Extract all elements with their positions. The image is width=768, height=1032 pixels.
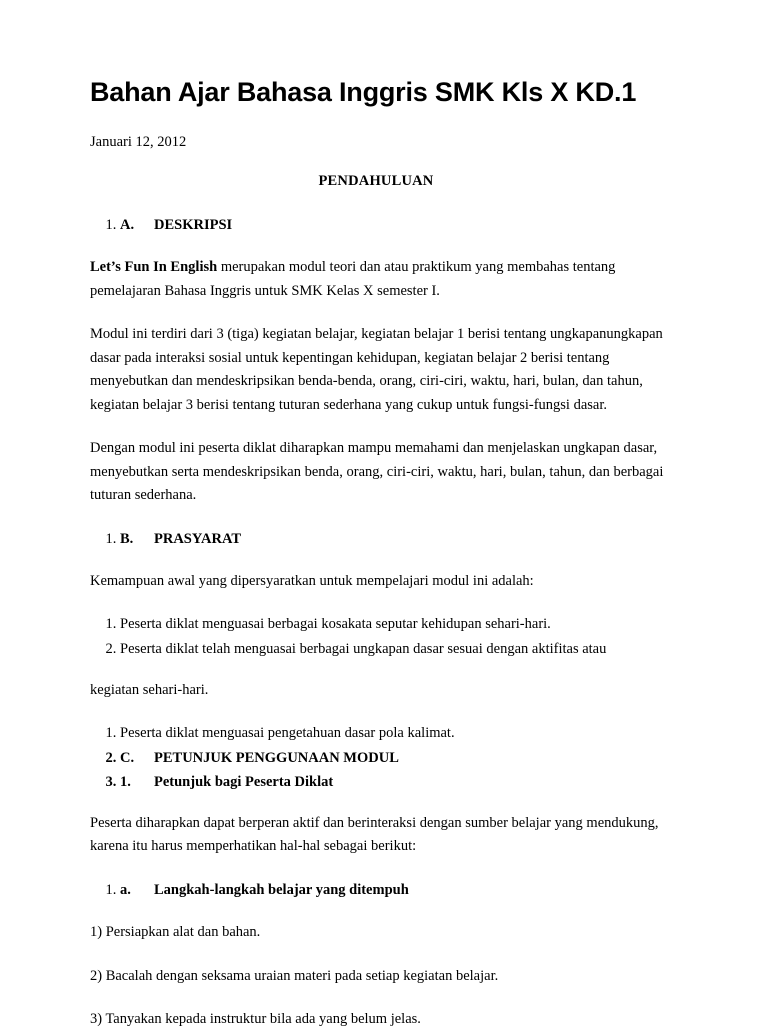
list-item: 1. Peserta diklat menguasai berbagai kosakata seputar kehidupan sehari-hari. [120, 613, 672, 636]
list-item: 2. Peserta diklat telah menguasai berbagai ungkapan dasar sesuai dengan aktifitas atau [120, 638, 672, 661]
module-name-bold: Let’s Fun In English [90, 259, 218, 276]
prasyarat-item-list [90, 613, 672, 660]
list-item [120, 747, 672, 770]
section-c-letter: C. [120, 749, 135, 766]
paragraph-deskripsi-1 [90, 256, 672, 303]
list-item [120, 771, 672, 794]
section-b-letter: B. [120, 530, 134, 547]
paragraph-petunjuk: Peserta diharapkan dapat berperan aktif dan berinteraksi dengan sumber belajar yang mendukung, karena itu harus memperhatikan hal-hal sebagai berikut: [90, 814, 659, 855]
list-item [120, 528, 672, 550]
section-a-list [90, 214, 672, 236]
document-date: Januari 12, 2012 [90, 133, 187, 150]
section-c-label: PETUNJUK PENGGUNAAN MODUL [154, 749, 399, 766]
list-item [120, 879, 672, 901]
paragraph-kegiatan-sehari-hari: kegiatan sehari-hari. [90, 681, 209, 698]
paragraph-prasyarat-intro: Kemampuan awal yang dipersyaratkan untuk mempelajari modul ini adalah: [90, 572, 534, 589]
section-c-list [90, 722, 672, 794]
step-3: 3) Tanyakan kepada instruktur bila ada yang belum jelas. [90, 1011, 421, 1028]
section-a-label: DESKRIPSI [154, 216, 233, 233]
page-title: Bahan Ajar Bahasa Inggris SMK Kls X KD.1 [90, 77, 637, 107]
step-2: 2) Bacalah dengan seksama uraian materi pada setiap kegiatan belajar. [90, 967, 499, 984]
step-1: 1) Persiapkan alat dan bahan. [90, 924, 261, 941]
paragraph-deskripsi-1-rest: merupakan modul teori dan atau praktikum yang membahas tentang pemelajaran Bahasa Inggris untuk SMK Kelas X semester I. [90, 259, 616, 299]
list-item: 1. Peserta diklat menguasai pengetahuan dasar pola kalimat. [120, 722, 672, 745]
section-c-sub-number: 1. [120, 773, 131, 790]
item-a-list [90, 879, 672, 901]
item-a-label: Langkah-langkah belajar yang ditempuh [154, 881, 409, 898]
paragraph-deskripsi-3: Dengan modul ini peserta diklat diharapkan mampu memahami dan menjelaskan ungkapan dasar, menyebutkan serta mendeskripsikan benda, orang, ciri-ciri, waktu, hari, bulan, tahun, dan berbagai tuturan sederhana. [90, 440, 664, 504]
section-heading-pendahuluan: PENDAHULUAN [318, 172, 434, 189]
section-b-label: PRASYARAT [154, 530, 242, 547]
section-c-sub-label: Petunjuk bagi Peserta Diklat [154, 773, 334, 790]
section-a-letter: A. [120, 216, 135, 233]
item-a-letter: a. [120, 881, 131, 898]
list-item [120, 214, 672, 236]
section-b-list [90, 528, 672, 550]
paragraph-deskripsi-2: Modul ini terdiri dari 3 (tiga) kegiatan belajar, kegiatan belajar 1 berisi tentang ungkapanungkapan dasar pada interaksi sosial untuk kepentingan kehidupan, kegiatan belajar 2 berisi tentang menyebutkan dan mendeskripsikan benda-benda, orang, ciri-ciri, waktu, hari, bulan, dan tahun, kegiatan belajar 3 berisi tentang tuturan sederhana yang cukup untuk fungsi-fungsi dasar. [90, 326, 663, 413]
